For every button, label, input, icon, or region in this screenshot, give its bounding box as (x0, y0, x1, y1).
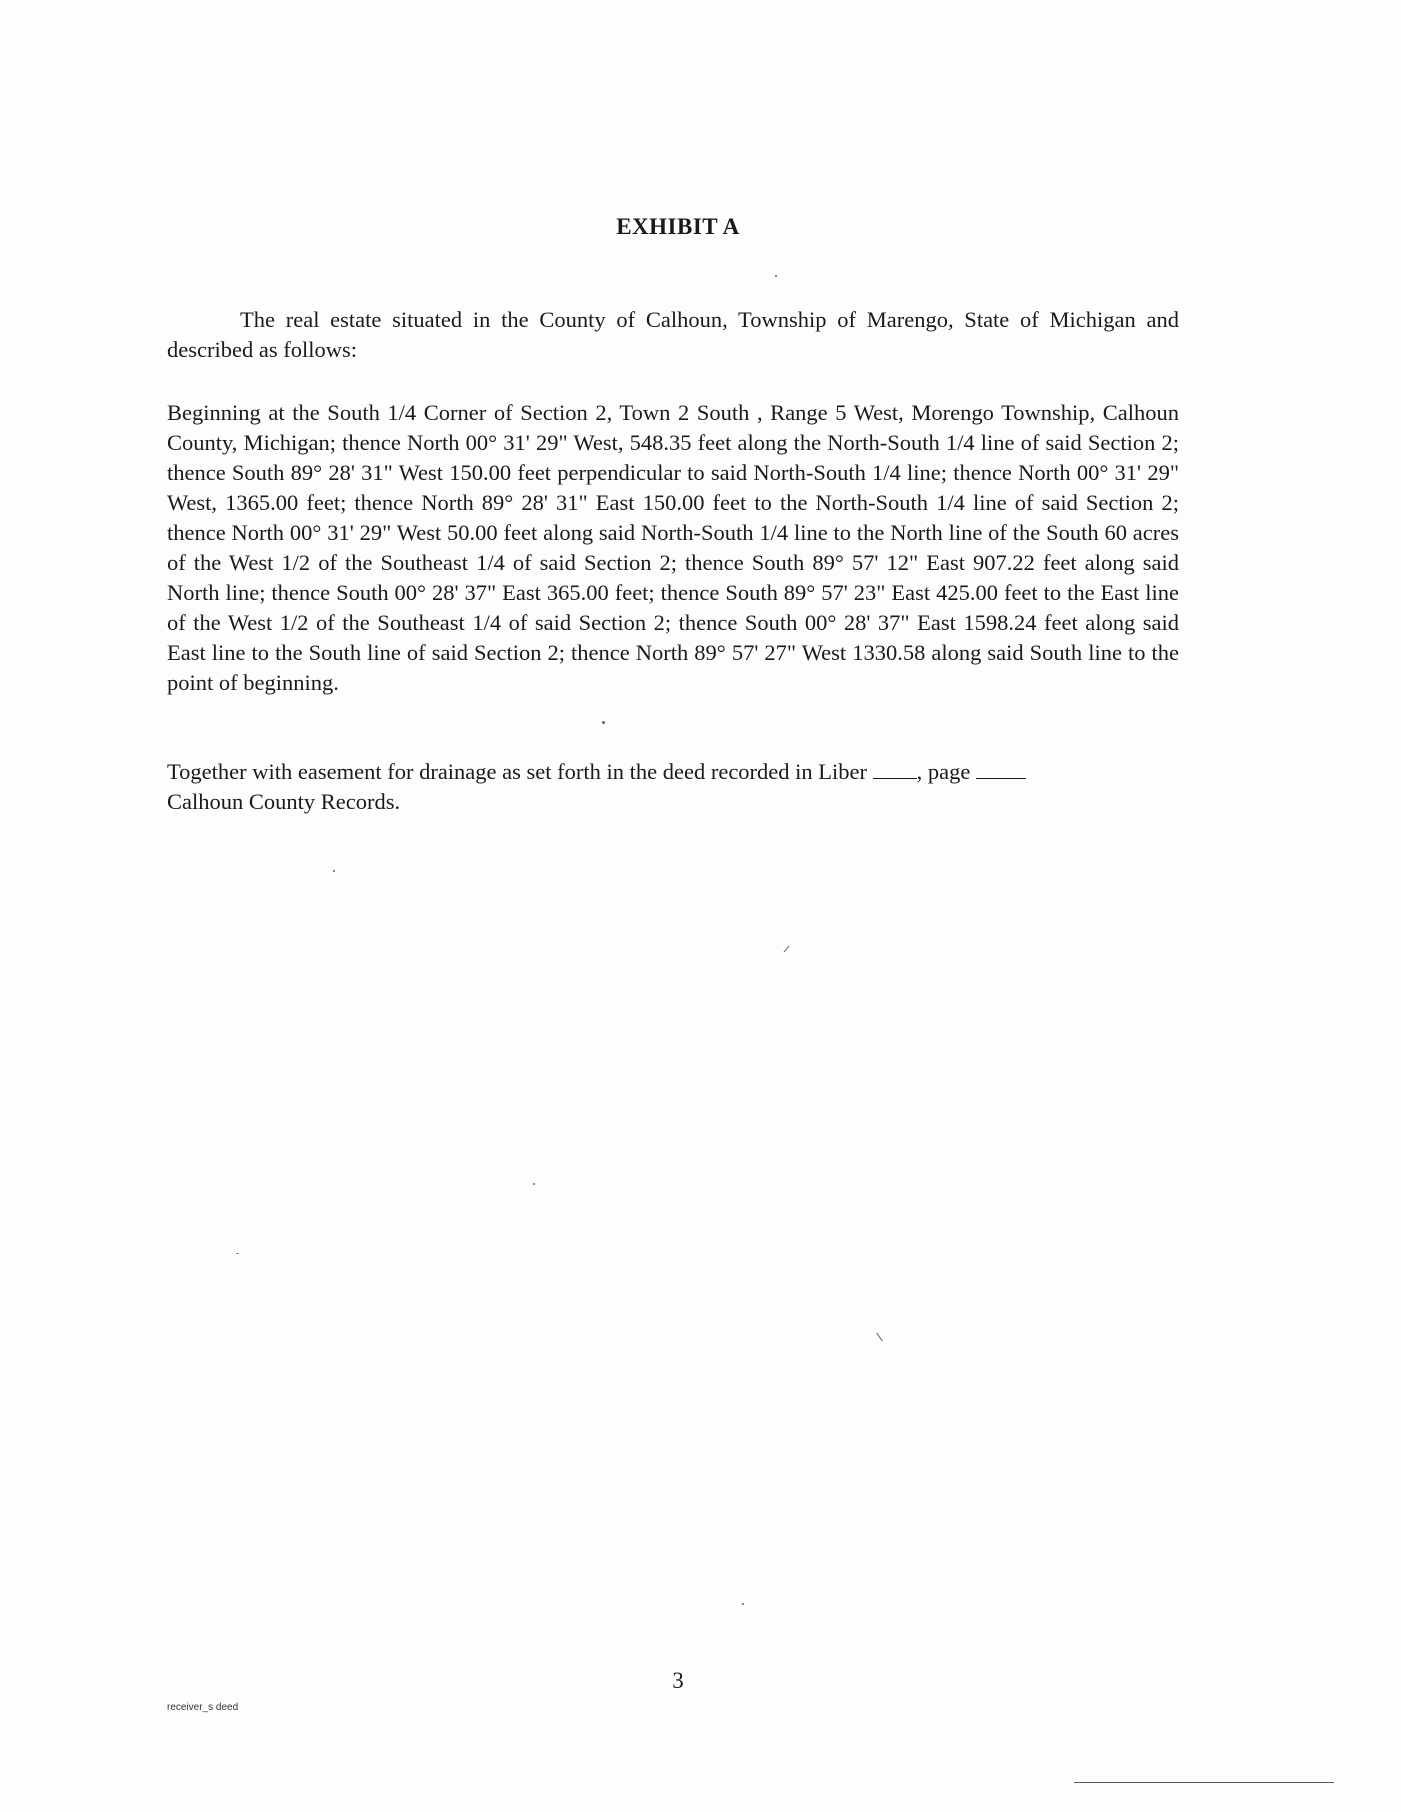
easement-text-middle: , page (916, 759, 977, 784)
scan-speck (742, 1603, 744, 1605)
easement-text-start: Together with easement for drainage as set forth in the deed recorded in Liber (167, 759, 873, 784)
scan-speck (602, 721, 605, 724)
scan-speck (333, 870, 335, 872)
scan-speck (533, 1183, 535, 1185)
footer-rule-line (1074, 1782, 1334, 1783)
page-number: 3 (672, 1668, 684, 1693)
footer-file-label: receiver_s deed (167, 1702, 239, 1713)
page-blank-line (976, 758, 1026, 779)
scan-speck (236, 1253, 239, 1254)
easement-text-end: Calhoun County Records. (167, 789, 401, 814)
intro-paragraph: The real estate situated in the County of Calhoun, Township of Marengo, State of Michigan and described as follows: (167, 307, 1179, 362)
exhibit-heading: EXHIBIT A (616, 214, 740, 239)
scan-speck (775, 275, 777, 277)
legal-description-paragraph: Beginning at the South 1/4 Corner of Section 2, Town 2 South , Range 5 West, Morengo Township, Calhoun County, Michigan; thence North 00° 31' 29" West, 548.35 feet along the North-South 1/4 line of said Section 2; thence South 89° 28' 31" West 150.00 feet perpendicular to said North-South 1/4 line; thence North 00° 31' 29" West, 1365.00 feet; thence North 89° 28' 31" East 150.00 feet to the North-South 1/4 line of said Section 2; thence North 00° 31' 29" West 50.00 feet along said North-South 1/4 line to the North line of the South 60 acres of the West 1/2 of the Southeast 1/4 of said Section 2; thence South 89° 57' 12" East 907.22 feet along said North line; thence South 00° 28' 37" East 365.00 feet; thence South 89° 57' 23" East 425.00 feet to the East line of the West 1/2 of the Southeast 1/4 of said Section 2; thence South 00° 28' 37" East 1598.24 feet along said East line to the South line of said Section 2; thence North 89° 57' 27" West 1330.58 along said South line to the point of beginning. (167, 400, 1179, 695)
scan-speck (784, 946, 790, 953)
scan-speck (876, 1333, 883, 1342)
liber-blank-line (873, 758, 917, 779)
easement-paragraph (167, 757, 1179, 817)
